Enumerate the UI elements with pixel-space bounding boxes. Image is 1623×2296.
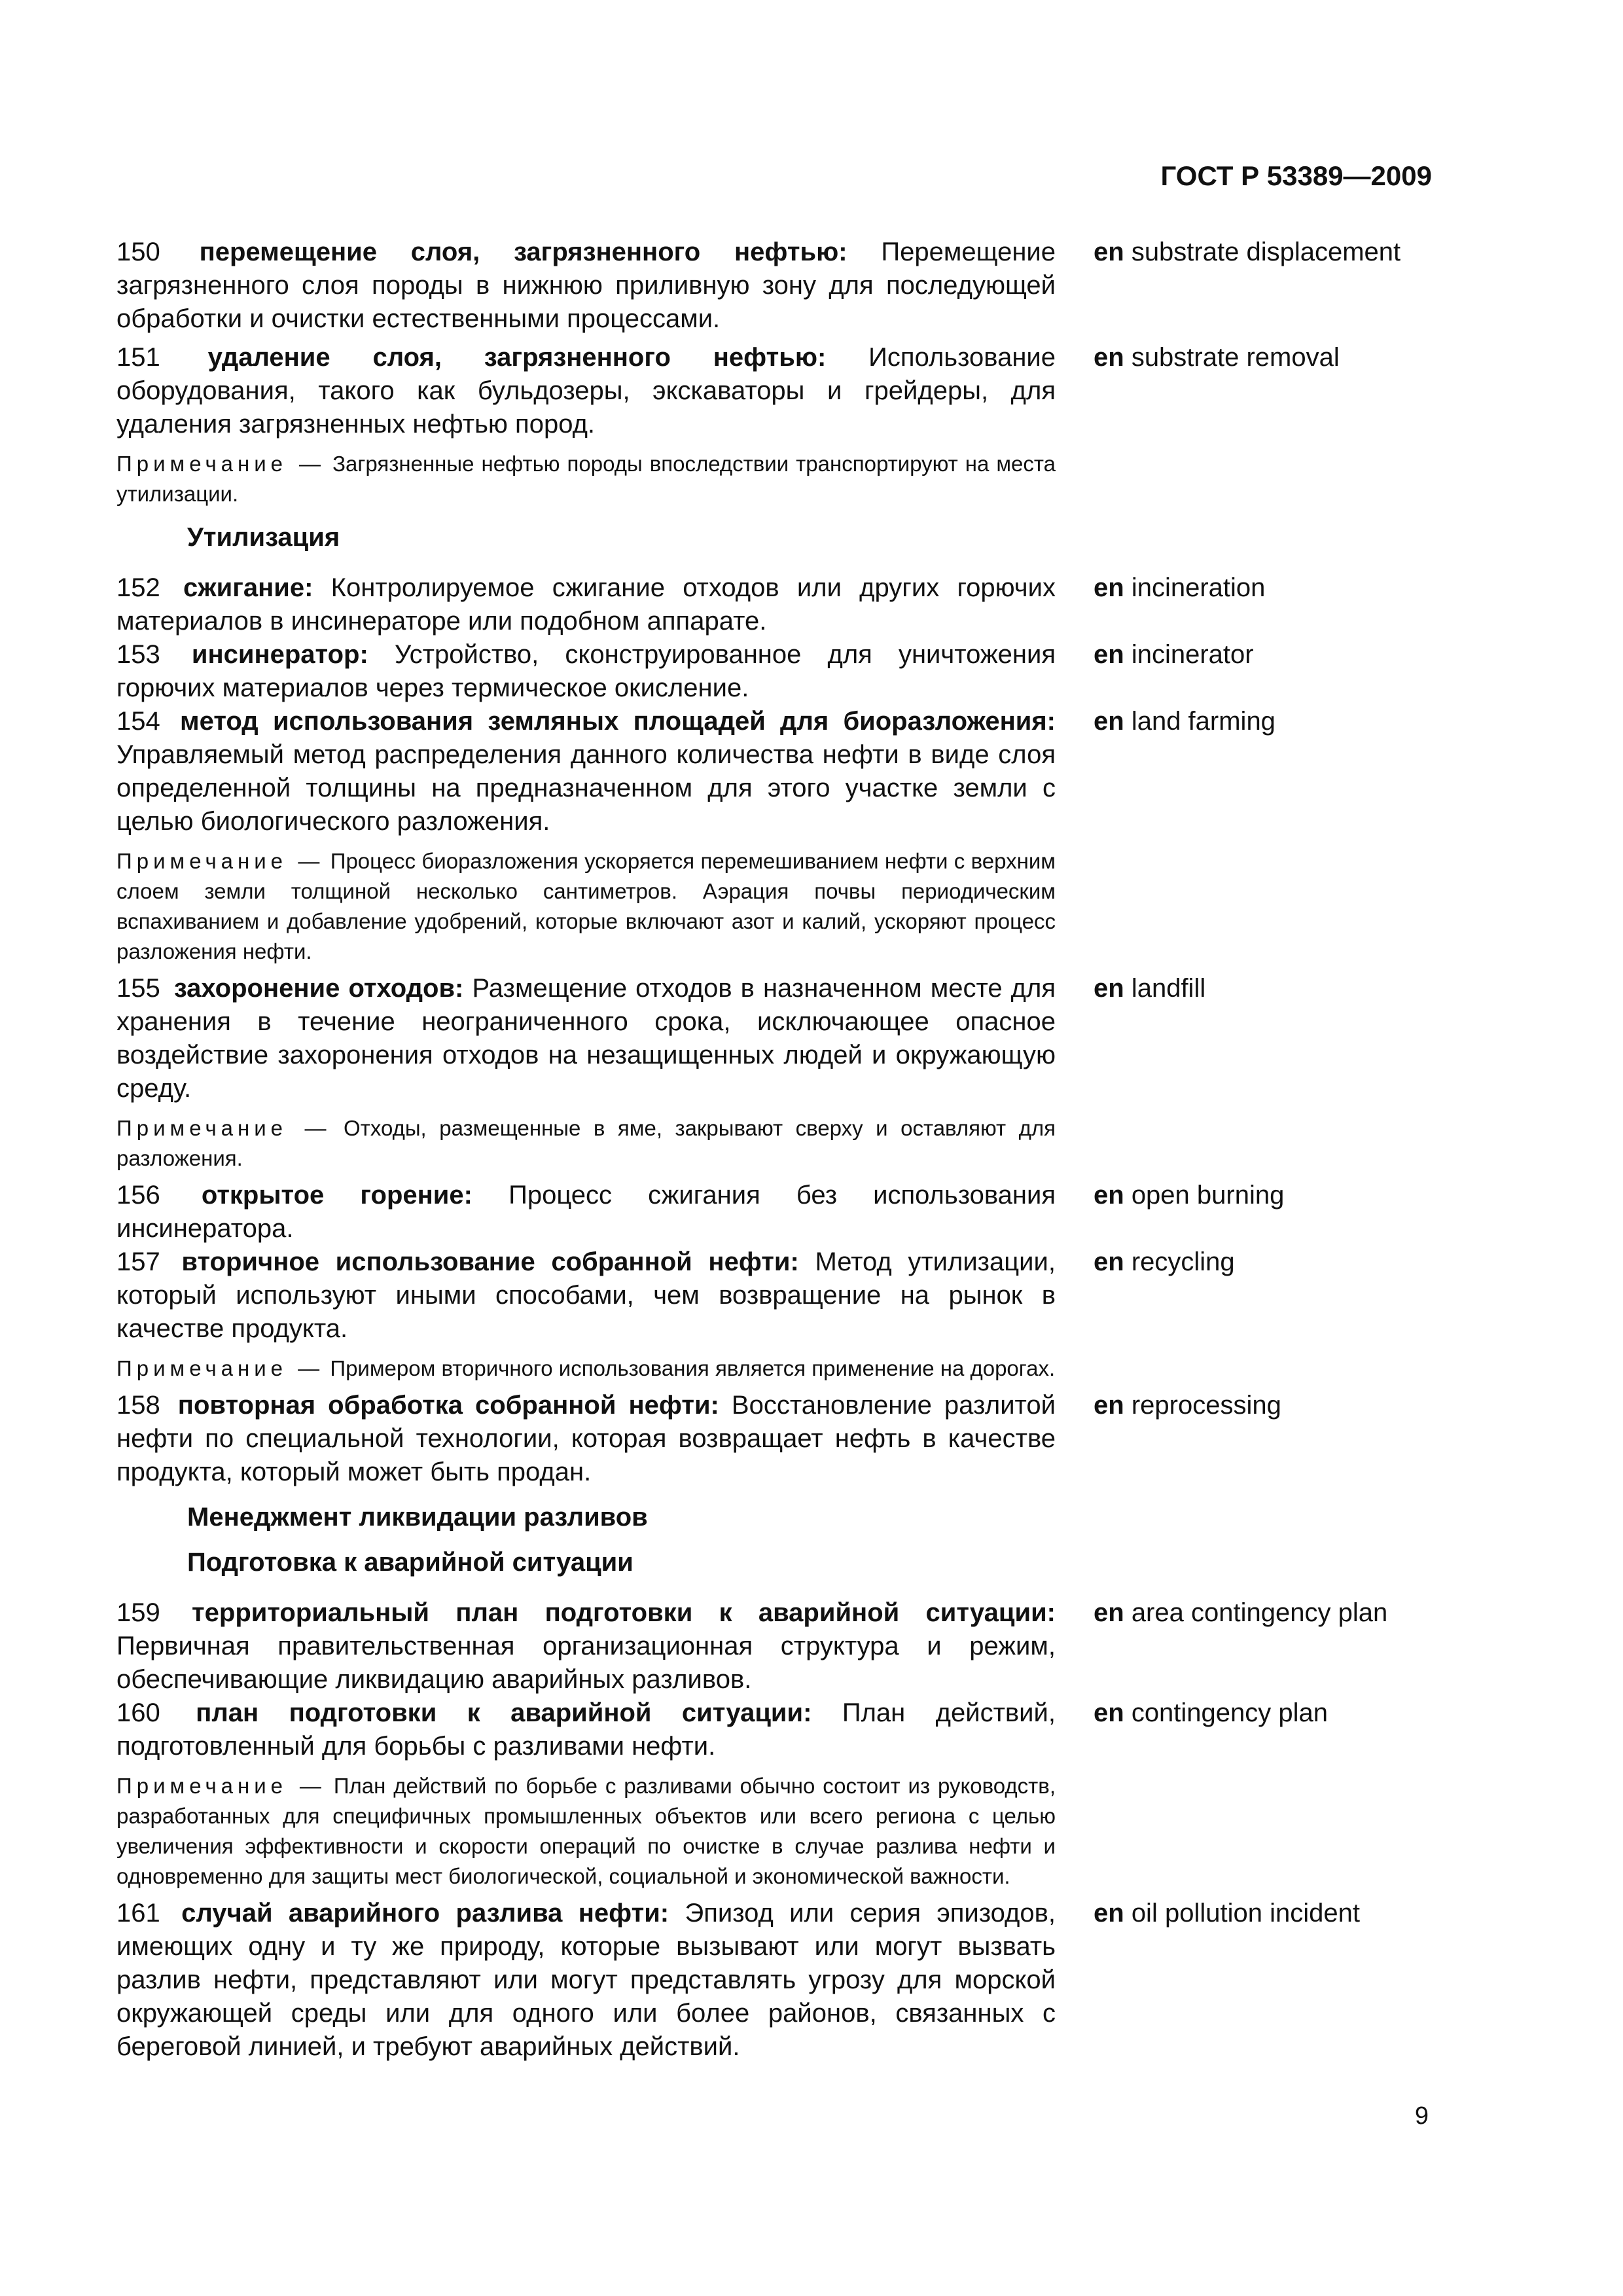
term-title: территориальный план подготовки к аварийной ситуации: bbox=[192, 1598, 1056, 1627]
term-number: 152 bbox=[116, 573, 160, 602]
term-entry bbox=[116, 341, 1445, 441]
term-definition: Устройство, сконструированное для уничтожения горючих материалов через термическое окисление. bbox=[116, 640, 1056, 702]
note-label: Примечание — bbox=[116, 1774, 326, 1798]
english-equivalent: en incinerator bbox=[1094, 640, 1254, 669]
term-title: случай аварийного разлива нефти: bbox=[181, 1899, 669, 1928]
term-note bbox=[116, 846, 1056, 967]
english-equivalent: en substrate removal bbox=[1094, 343, 1340, 372]
term-note bbox=[116, 1771, 1056, 1892]
term-entry bbox=[116, 972, 1445, 1105]
term-entry bbox=[116, 1696, 1445, 1763]
note-text: Отходы, размещенные в яме, закрывают сверху и оставляют для разложения. bbox=[116, 1116, 1056, 1170]
note-text: Процесс биоразложения ускоряется перемешиванием нефти с верхним слоем земли толщиной несколько сантиметров. Аэрация почвы периодическим вспахиванием и добавление удобрений, которые включают азот и калий, ускоряют процесс разложения нефти. bbox=[116, 849, 1056, 963]
note-text: План действий по борьбе с разливами обычно состоит из руководств, разработанных для специфичных промышленных объектов или всего региона с целью увеличения эффективности и скорости операций по очистке в случае разлива нефти и одновременно для защиты мест биологической, социальной и экономической важности. bbox=[116, 1774, 1056, 1888]
term-entry bbox=[116, 236, 1445, 336]
note-text: Загрязненные нефтью породы впоследствии транспортируют на места утилизации. bbox=[116, 452, 1056, 506]
english-equivalent: en substrate displacement bbox=[1094, 238, 1401, 266]
note-label: Примечание — bbox=[116, 452, 326, 476]
english-equivalent: en area contingency plan bbox=[1094, 1598, 1388, 1627]
term-number: 159 bbox=[116, 1598, 160, 1627]
term-number: 157 bbox=[116, 1247, 160, 1276]
term-number: 154 bbox=[116, 707, 160, 736]
section-heading: Подготовка к аварийной ситуации bbox=[187, 1548, 633, 1577]
term-entry bbox=[116, 571, 1445, 638]
term-definition: Восстановление разлитой нефти по специальной технологии, которая возвращает нефть в качестве продукта, который может быть продан. bbox=[116, 1391, 1056, 1486]
term-definition: Метод утилизации, который используют иными способами, чем возвращение на рынок в качестве продукта. bbox=[116, 1247, 1056, 1343]
term-title: перемещение слоя, загрязненного нефтью: bbox=[199, 238, 847, 266]
english-equivalent: en open burning bbox=[1094, 1181, 1285, 1210]
term-note bbox=[116, 449, 1056, 509]
term-entry bbox=[116, 1596, 1445, 1696]
term-number: 155 bbox=[116, 974, 160, 1003]
term-entry bbox=[116, 638, 1445, 705]
term-title: сжигание: bbox=[183, 573, 313, 602]
term-number: 161 bbox=[116, 1899, 160, 1928]
term-entry bbox=[116, 1897, 1445, 2064]
section-heading: Утилизация bbox=[187, 523, 340, 552]
term-definition: Управляемый метод распределения данного количества нефти в виде слоя определенной толщины на предназначенном для этого участке земли с целью биологического разложения. bbox=[116, 740, 1056, 836]
term-entry bbox=[116, 1389, 1445, 1489]
term-title: план подготовки к аварийной ситуации: bbox=[196, 1698, 812, 1727]
english-equivalent: en reprocessing bbox=[1094, 1391, 1281, 1420]
term-number: 160 bbox=[116, 1698, 160, 1727]
term-definition: План действий, подготовленный для борьбы с разливами нефти. bbox=[116, 1698, 1056, 1761]
term-number: 158 bbox=[116, 1391, 160, 1420]
term-title: вторичное использование собранной нефти: bbox=[181, 1247, 799, 1276]
term-definition: Размещение отходов в назначенном месте для хранения в течение неограниченного срока, исключающее опасное воздействие захоронения отходов на незащищенных людей и окружающую среду. bbox=[116, 974, 1056, 1103]
note-text: Примером вторичного использования является применение на дорогах. bbox=[330, 1356, 1056, 1380]
document-code: ГОСТ Р 53389—2009 bbox=[1160, 160, 1432, 191]
note-label: Примечание — bbox=[116, 1116, 331, 1140]
term-title: захоронение отходов: bbox=[173, 974, 464, 1003]
term-entry bbox=[116, 705, 1445, 838]
english-equivalent: en incineration bbox=[1094, 573, 1266, 602]
term-title: удаление слоя, загрязненного нефтью: bbox=[207, 343, 827, 372]
term-note bbox=[116, 1113, 1056, 1174]
term-definition: Эпизод или серия эпизодов, имеющих одну и ту же природу, которые вызывают или могут вызвать разлив нефти, представляют или могут представлять угрозу для морской окружающей среды или для одного или более районов, связанных с береговой линией, и требуют аварийных действий. bbox=[116, 1899, 1056, 2061]
term-number: 150 bbox=[116, 238, 160, 266]
terms-content bbox=[116, 236, 1445, 2064]
note-label: Примечание — bbox=[116, 849, 325, 873]
english-equivalent: en oil pollution incident bbox=[1094, 1899, 1360, 1928]
term-note bbox=[116, 1354, 1056, 1384]
english-equivalent: en landfill bbox=[1094, 974, 1206, 1003]
english-equivalent: en land farming bbox=[1094, 707, 1275, 736]
term-entry bbox=[116, 1246, 1445, 1346]
term-definition: Процесс сжигания без использования инсинератора. bbox=[116, 1181, 1056, 1243]
term-definition: Контролируемое сжигание отходов или других горючих материалов в инсинераторе или подобном аппарате. bbox=[116, 573, 1056, 636]
term-definition: Первичная правительственная организационная структура и режим, обеспечивающие ликвидацию аварийных разливов. bbox=[116, 1632, 1056, 1694]
section-heading: Менеджмент ликвидации разливов bbox=[187, 1503, 648, 1532]
note-label: Примечание — bbox=[116, 1356, 325, 1380]
page-number: 9 bbox=[1414, 2102, 1429, 2130]
english-equivalent: en contingency plan bbox=[1094, 1698, 1329, 1727]
term-title: инсинератор: bbox=[191, 640, 368, 669]
term-entry bbox=[116, 1179, 1445, 1246]
term-number: 153 bbox=[116, 640, 160, 669]
term-number: 151 bbox=[116, 343, 160, 372]
term-number: 156 bbox=[116, 1181, 160, 1210]
english-equivalent: en recycling bbox=[1094, 1247, 1235, 1276]
term-title: повторная обработка собранной нефти: bbox=[177, 1391, 719, 1420]
term-definition: Перемещение загрязненного слоя породы в нижнюю приливную зону для последующей обработки и очистки естественными процессами. bbox=[116, 238, 1056, 333]
term-title: открытое горение: bbox=[201, 1181, 473, 1210]
term-title: метод использования земляных площадей для биоразложения: bbox=[180, 707, 1056, 736]
term-definition: Использование оборудования, такого как бульдозеры, экскаваторы и грейдеры, для удаления загрязненных нефтью пород. bbox=[116, 343, 1056, 439]
